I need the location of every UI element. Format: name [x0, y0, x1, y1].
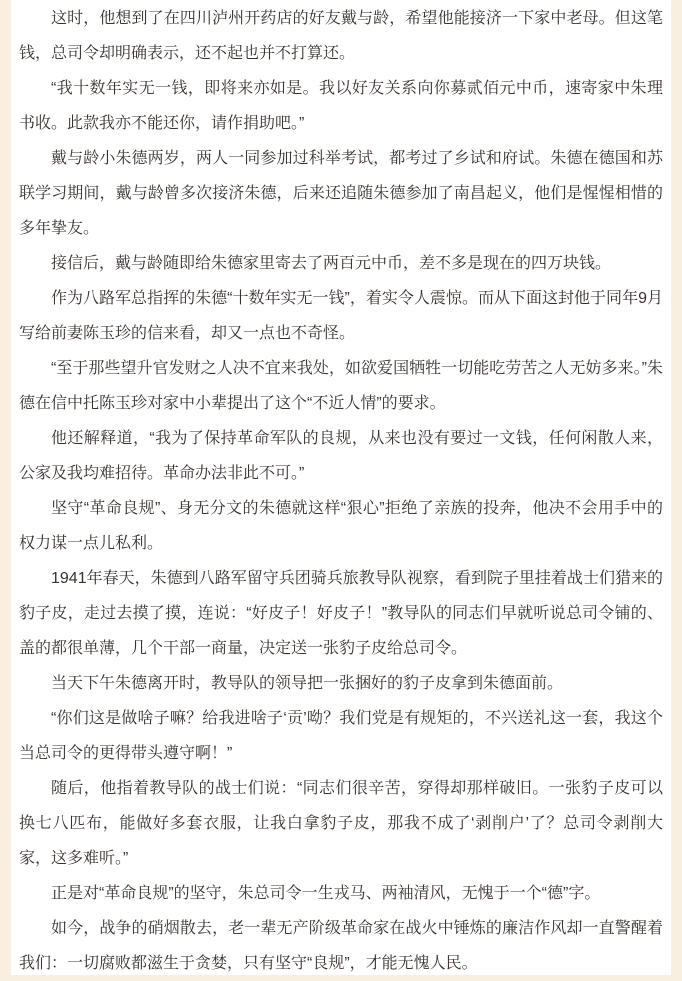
paragraph: “至于那些望升官发财之人决不宜来我处，如欲爱国牺牲一切能吃劳苦之人无妨多来。”朱德在信中托陈玉珍对家中小辈提出了这个“不近人情”的要求。 [19, 360, 663, 412]
paragraph: 他还解释道，“我为了保持革命军队的良规，从来也没有要过一文钱，任何闲散人来，公家及我均难招待。革命办法非此不可。” [19, 430, 663, 482]
paragraph: “我十数年实无一钱，即将来亦如是。我以好友关系向你募贰佰元中币，速寄家中朱理书收。此款我亦不能还你，请作捐助吧。” [19, 80, 663, 132]
paragraph: 戴与龄小朱德两岁，两人一同参加过科举考试，都考过了乡试和府试。朱德在德国和苏联学习期间，戴与龄曾多次接济朱德，后来还追随朱德参加了南昌起义，他们是惺惺相惜的多年挚友。 [19, 150, 663, 237]
paragraph: 正是对“革命良规”的坚守，朱总司令一生戎马、两袖清风，无愧于一个“德”字。 [51, 885, 601, 902]
paragraph: 接信后，戴与龄随即给朱德家里寄去了两百元中币，差不多是现在的四万块钱。 [51, 255, 612, 272]
paragraph: 当天下午朱德离开时，教导队的领导把一张捆好的豹子皮拿到朱德面前。 [51, 675, 564, 692]
paragraph: 随后，他指着教导队的战士们说：“同志们很辛苦，穿得却那样破旧。一张豹子皮可以换七八匹布，能做好多套衣服，让我白拿豹子皮，那我不成了‘剥削户’了？总司令剥削大家，这多难听。” [19, 780, 663, 867]
paragraph: “你们这是做啥子嘛？给我进啥子‘贡’呦？我们党是有规矩的，不兴送礼这一套，我这个当总司令的更得带头遵守啊！” [19, 710, 663, 762]
paragraph: 1941年春天，朱德到八路军留守兵团骑兵旅教导队视察，看到院子里挂着战士们猎来的豹子皮，走过去摸了摸，连说：“好皮子！好皮子！”教导队的同志们早就听说总司令铺的、盖的都很单薄，几个干部一商量，决定送一张豹子皮给总司令。 [19, 570, 663, 657]
paragraph: 这时，他想到了在四川泸州开药店的好友戴与龄，希望他能接济一下家中老母。但这笔钱，总司令却明确表示，还不起也并不打算还。 [19, 10, 663, 62]
paragraph: 坚守“革命良规”、身无分文的朱德就这样“狠心”拒绝了亲族的投奔，他决不会用手中的权力谋一点儿私利。 [19, 500, 663, 552]
paragraph: 作为八路军总指挥的朱德“十数年实无一钱”，着实令人震惊。而从下面这封他于同年9月写给前妻陈玉珍的信来看，却又一点也不奇怪。 [19, 290, 663, 342]
article-content [11, 0, 671, 975]
paragraph: 如今，战争的硝烟散去，老一辈无产阶级革命家在战火中锤炼的廉洁作风却一直警醒着我们：一切腐败都滋生于贪婪，只有坚守“良规”，才能无愧人民。 [19, 920, 663, 972]
